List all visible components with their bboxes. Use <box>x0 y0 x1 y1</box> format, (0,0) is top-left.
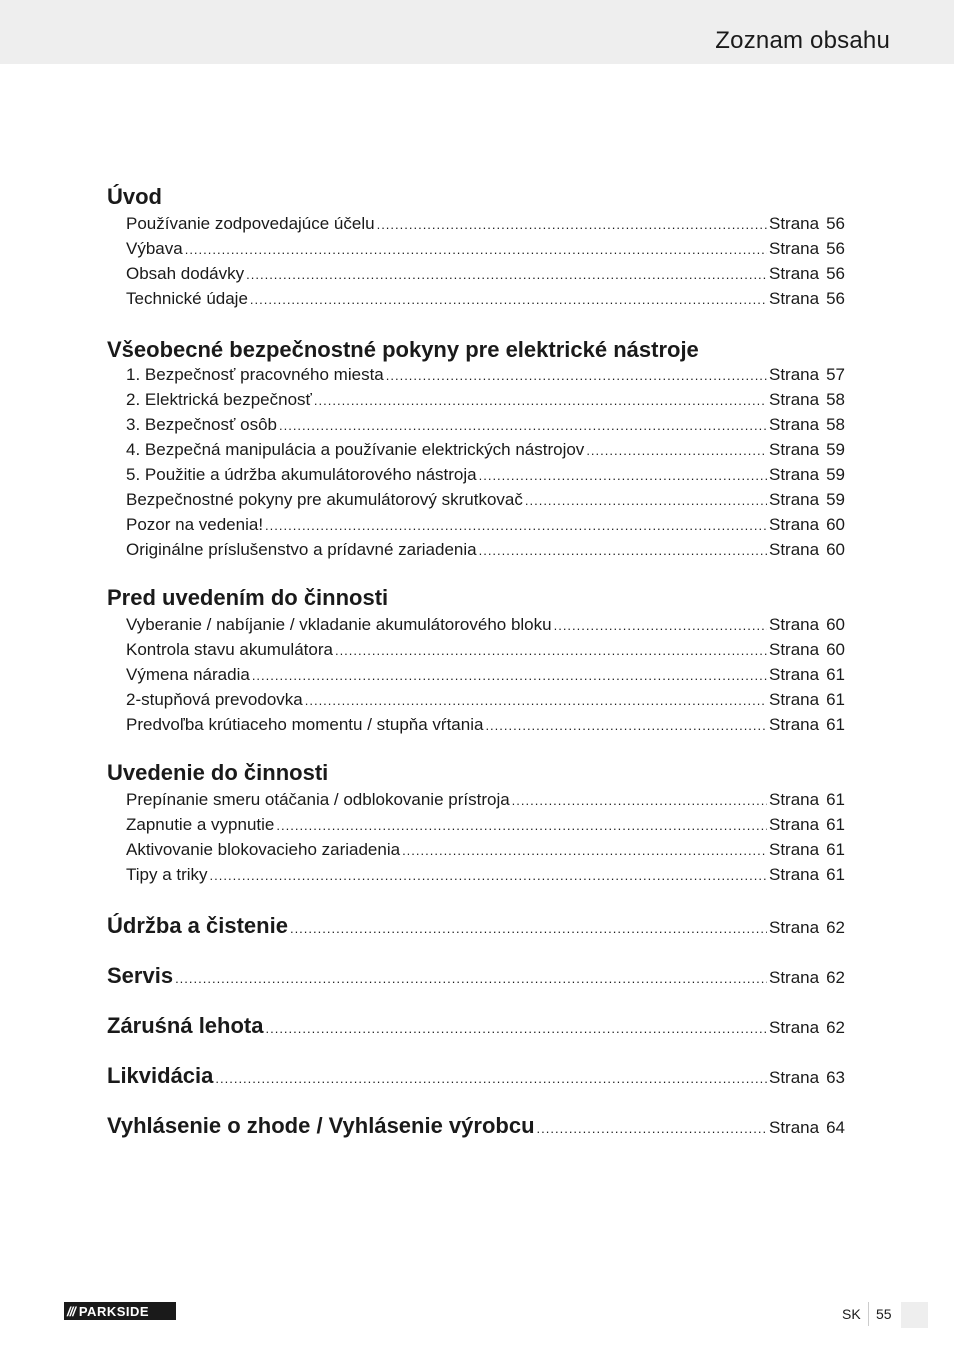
leader-dots <box>290 904 767 954</box>
page-number: 60 <box>826 615 845 634</box>
page-number: 59 <box>826 440 845 459</box>
strana-label: Strana <box>769 1068 820 1087</box>
chapter-title: Servis <box>107 963 174 988</box>
page-number: 61 <box>826 690 845 709</box>
leader-dots <box>554 613 767 638</box>
leader-dots <box>525 488 767 513</box>
leader-dots <box>537 1104 767 1154</box>
strana-label: Strana <box>769 440 820 459</box>
toc-section <box>107 337 845 562</box>
language-code: SK <box>842 1306 861 1322</box>
leader-dots <box>252 663 767 688</box>
strana-label: Strana <box>769 918 820 937</box>
strana-label: Strana <box>769 540 820 559</box>
toc-chapter-entry[interactable] <box>107 1101 845 1151</box>
page-number: 64 <box>826 1118 845 1137</box>
entry-text: 5. Použitie a údržba akumulátorového nástroja <box>126 465 477 484</box>
entry-text: 3. Bezpečnosť osôb <box>126 415 277 434</box>
toc-entry[interactable] <box>107 261 845 286</box>
leader-dots <box>377 212 767 237</box>
entry-text: Obsah dodávky <box>126 264 245 283</box>
section-heading: Všeobecné bezpečnostné pokyny pre elektrické nástroje <box>107 337 699 362</box>
strana-label: Strana <box>769 1118 820 1137</box>
page-number: 61 <box>826 840 845 859</box>
entry-text: Výmena náradia <box>126 665 250 684</box>
strana-label: Strana <box>769 665 820 684</box>
page-number: 61 <box>826 815 845 834</box>
entry-text: Tipy a triky <box>126 865 208 884</box>
toc-section <box>107 584 845 737</box>
entry-text: Bezpečnostné pokyny pre akumulátorový skrutkovač <box>126 490 523 509</box>
entry-text: Originálne príslušenstvo a prídavné zariadenia <box>126 540 477 559</box>
toc-entry[interactable] <box>107 512 845 537</box>
toc-chapter-entry[interactable] <box>107 901 845 951</box>
entry-text: Technické údaje <box>126 289 248 308</box>
leader-dots <box>479 463 767 488</box>
toc-entry[interactable] <box>107 612 845 637</box>
toc-entry[interactable] <box>107 412 845 437</box>
toc-entry[interactable] <box>107 712 845 737</box>
section-heading: Pred uvedením do činnosti <box>107 585 389 610</box>
strana-label: Strana <box>769 390 820 409</box>
page-number: 63 <box>826 1068 845 1087</box>
page-number: 56 <box>826 264 845 283</box>
leader-dots <box>250 287 767 312</box>
leader-dots <box>175 954 767 1004</box>
page-number: 62 <box>826 968 845 987</box>
strana-label: Strana <box>769 968 820 987</box>
leader-dots <box>402 838 767 863</box>
entry-text: 1. Bezpečnosť pracovného miesta <box>126 365 384 384</box>
entry-text: 2. Elektrická bezpečnosť <box>126 390 312 409</box>
leader-dots <box>210 863 767 888</box>
leader-dots <box>314 388 767 413</box>
strana-label: Strana <box>769 239 820 258</box>
page-number: 56 <box>826 289 845 308</box>
entry-text: Kontrola stavu akumulátora <box>126 640 333 659</box>
leader-dots <box>512 788 767 813</box>
page-number: 56 <box>826 239 845 258</box>
page-number: 56 <box>826 214 845 233</box>
chapter-title: Vyhlásenie o zhode / Vyhlásenie výrobcu <box>107 1113 535 1138</box>
strana-label: Strana <box>769 840 820 859</box>
strana-label: Strana <box>769 515 820 534</box>
table-of-contents <box>107 183 845 1151</box>
leader-dots <box>246 262 767 287</box>
page-number: 60 <box>826 515 845 534</box>
strana-label: Strana <box>769 615 820 634</box>
toc-entry[interactable] <box>107 787 845 812</box>
entry-text: Používanie zodpovedajúce účelu <box>126 214 375 233</box>
toc-entry[interactable] <box>107 362 845 387</box>
entry-text: Zapnutie a vypnutie <box>126 815 275 834</box>
toc-section <box>107 183 845 311</box>
entry-text: Vyberanie / nabíjanie / vkladanie akumulátorového bloku <box>126 615 552 634</box>
entry-text: 4. Bezpečná manipulácia a používanie elektrických nástrojov <box>126 440 585 459</box>
leader-dots <box>386 363 767 388</box>
toc-section <box>107 759 845 887</box>
leader-dots <box>305 688 767 713</box>
toc-chapters <box>107 901 845 1151</box>
entry-text: Výbava <box>126 239 183 258</box>
toc-chapter-entry[interactable] <box>107 951 845 1001</box>
page-title: Zoznam obsahu <box>715 27 890 54</box>
leader-dots <box>586 438 767 463</box>
toc-entry[interactable] <box>107 236 845 261</box>
page-number: 62 <box>826 918 845 937</box>
chapter-title: Záruśná lehota <box>107 1013 264 1038</box>
strana-label: Strana <box>769 490 820 509</box>
chapter-title: Likvidácia <box>107 1063 214 1088</box>
page-number: 60 <box>826 640 845 659</box>
page-number: 61 <box>826 665 845 684</box>
toc-entry[interactable] <box>107 862 845 887</box>
strana-label: Strana <box>769 815 820 834</box>
logo-slashes: /// <box>67 1303 75 1319</box>
section-heading: Uvedenie do činnosti <box>107 760 329 785</box>
strana-label: Strana <box>769 465 820 484</box>
page-number: 58 <box>826 390 845 409</box>
leader-dots <box>485 713 767 738</box>
leader-dots <box>185 237 767 262</box>
page-number: 61 <box>826 715 845 734</box>
entry-text: Prepínanie smeru otáčania / odblokovanie prístroja <box>126 790 510 809</box>
footer-grey-box <box>901 1302 928 1328</box>
footer-page-number: 55 <box>876 1306 892 1322</box>
entry-text: Predvoľba krútiaceho momentu / stupňa vŕtania <box>126 715 484 734</box>
page-number: 61 <box>826 865 845 884</box>
strana-label: Strana <box>769 1018 820 1037</box>
leader-dots <box>265 513 767 538</box>
toc-entry[interactable] <box>107 812 845 837</box>
entry-text: Aktivovanie blokovacieho zariadenia <box>126 840 401 859</box>
entry-text: 2-stupňová prevodovka <box>126 690 303 709</box>
page-number: 59 <box>826 490 845 509</box>
strana-label: Strana <box>769 365 820 384</box>
strana-label: Strana <box>769 289 820 308</box>
toc-entry[interactable] <box>107 211 845 236</box>
strana-label: Strana <box>769 415 820 434</box>
toc-entry[interactable] <box>107 687 845 712</box>
leader-dots <box>215 1054 767 1104</box>
leader-dots <box>276 813 767 838</box>
toc-entry[interactable] <box>107 487 845 512</box>
toc-entry[interactable] <box>107 462 845 487</box>
toc-entry[interactable] <box>107 437 845 462</box>
toc-entry[interactable] <box>107 637 845 662</box>
page-number: 57 <box>826 365 845 384</box>
section-heading: Úvod <box>107 184 162 209</box>
toc-entry[interactable] <box>107 387 845 412</box>
leader-dots <box>335 638 767 663</box>
strana-label: Strana <box>769 214 820 233</box>
leader-dots <box>479 538 767 563</box>
page-number: 59 <box>826 465 845 484</box>
strana-label: Strana <box>769 790 820 809</box>
chapter-title: Údržba a čistenie <box>107 913 288 938</box>
toc-entry[interactable] <box>107 662 845 687</box>
toc-entry[interactable] <box>107 837 845 862</box>
page-number: 61 <box>826 790 845 809</box>
leader-dots <box>265 1004 767 1054</box>
leader-dots <box>279 413 767 438</box>
strana-label: Strana <box>769 715 820 734</box>
footer-divider <box>868 1302 869 1326</box>
strana-label: Strana <box>769 264 820 283</box>
parkside-logo <box>64 1302 176 1320</box>
toc-entry[interactable] <box>107 286 845 311</box>
strana-label: Strana <box>769 865 820 884</box>
toc-entry[interactable] <box>107 537 845 562</box>
logo-text: PARKSIDE <box>78 1303 150 1319</box>
strana-label: Strana <box>769 640 820 659</box>
page-number: 62 <box>826 1018 845 1037</box>
strana-label: Strana <box>769 690 820 709</box>
entry-text: Pozor na vedenia! <box>126 515 264 534</box>
toc-chapter-entry[interactable] <box>107 1001 845 1051</box>
page-number: 60 <box>826 540 845 559</box>
page-number: 58 <box>826 415 845 434</box>
toc-chapter-entry[interactable] <box>107 1051 845 1101</box>
